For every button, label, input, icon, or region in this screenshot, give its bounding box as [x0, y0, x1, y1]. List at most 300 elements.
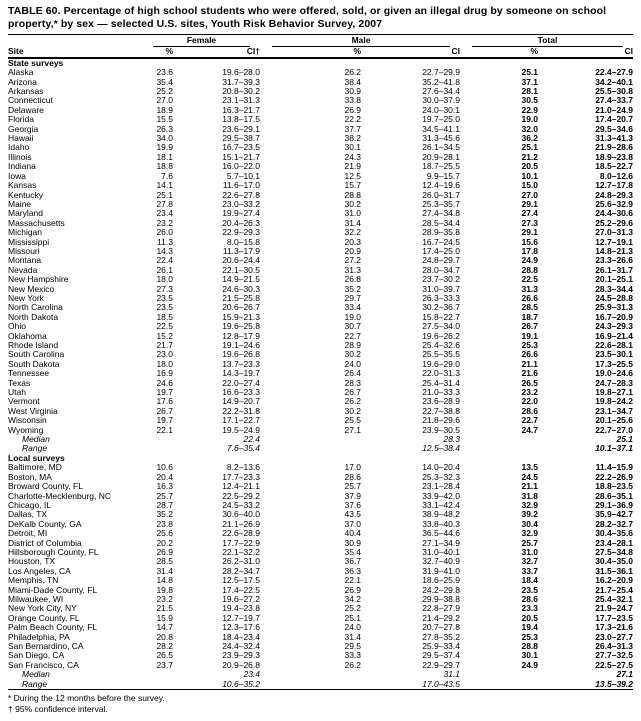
value-cell: 28.8 — [344, 189, 362, 200]
value-cell: 31.3–41.3 — [595, 133, 634, 144]
median-value: 22.4 — [243, 434, 261, 445]
value-cell: 18.5 — [156, 311, 173, 322]
site-cell: Mississippi — [8, 236, 50, 247]
site-cell: Wyoming — [8, 424, 44, 435]
value-cell: 31.0 — [521, 546, 539, 557]
value-cell: 21.2 — [521, 151, 539, 162]
section-label: Local surveys — [8, 452, 65, 463]
range-label: Range — [22, 443, 48, 454]
value-cell: 43.5 — [344, 509, 362, 520]
value-cell: 11.4–15.9 — [595, 462, 634, 473]
value-cell: 14.8–21.3 — [595, 245, 634, 256]
site-cell: Rhode Island — [8, 340, 59, 350]
value-cell: 15.0 — [521, 180, 539, 191]
column-header-row — [8, 47, 633, 57]
value-cell: 20.9–28.1 — [422, 151, 461, 162]
value-cell: 22.2–31.8 — [222, 405, 261, 416]
value-cell: 22.2 — [344, 114, 362, 125]
value-cell: 28.9 — [344, 340, 362, 350]
value-cell: 22.7–27.0 — [595, 424, 634, 435]
value-cell: 38.2 — [344, 133, 362, 144]
median-value: 27.1 — [616, 669, 634, 680]
column-header-male-ci: CI — [361, 47, 460, 57]
site-cell: Memphis, TN — [8, 575, 59, 586]
value-cell: 16.2–20.9 — [595, 575, 634, 586]
site-cell: Los Angeles, CA — [8, 565, 71, 576]
value-cell: 19.7 — [156, 387, 173, 398]
value-cell: 27.0 — [521, 189, 539, 200]
value-cell: 20.8–30.2 — [222, 86, 261, 97]
site-cell: Nevada — [8, 264, 38, 275]
table-row — [8, 247, 633, 256]
value-cell: 21.7–25.4 — [595, 584, 634, 595]
value-cell: 16.7–20.9 — [595, 311, 634, 322]
value-cell: 31.5–36.1 — [595, 565, 634, 576]
value-cell: 35.4 — [156, 76, 173, 87]
site-cell: Michigan — [8, 227, 43, 238]
table-row — [8, 473, 633, 482]
value-cell: 27.6–34.4 — [422, 86, 461, 97]
value-cell: 18.0 — [156, 274, 173, 285]
table-row — [8, 407, 633, 416]
value-cell: 27.4–33.7 — [595, 95, 634, 106]
value-cell: 25.7 — [156, 490, 173, 501]
table-row — [8, 294, 633, 303]
value-cell: 28.7 — [156, 499, 173, 510]
value-cell: 12.8–17.9 — [222, 330, 261, 341]
value-cell: 25.6–32.9 — [595, 198, 634, 209]
site-cell: San Francisco, CA — [8, 659, 79, 670]
value-cell: 19.1 — [521, 330, 539, 341]
table-row — [8, 275, 633, 284]
value-cell: 23.1–31.3 — [222, 95, 261, 106]
table-row — [8, 557, 633, 566]
value-cell: 25.5–35.5 — [422, 349, 461, 360]
table-row — [8, 623, 633, 632]
value-cell: 27.2 — [344, 255, 362, 266]
value-cell: 16.7–24.5 — [422, 236, 461, 247]
table-row — [8, 68, 633, 77]
value-cell: 17.1–22.7 — [222, 415, 261, 426]
table-body — [8, 58, 633, 690]
value-cell: 25.5–30.8 — [595, 86, 634, 97]
value-cell: 31.3–45.6 — [422, 133, 461, 144]
site-cell: Alaska — [8, 67, 34, 78]
value-cell: 23.6 — [156, 67, 173, 78]
value-cell: 36.5–44.6 — [422, 528, 461, 539]
value-cell: 23.5 — [156, 292, 173, 303]
value-cell: 10.1 — [521, 170, 539, 181]
site-cell: Kansas — [8, 180, 37, 191]
value-cell: 17.3–25.5 — [595, 358, 634, 369]
value-cell: 15.7 — [344, 180, 362, 191]
table-row — [8, 492, 633, 501]
table-row — [8, 303, 633, 312]
value-cell: 36.7 — [344, 556, 362, 567]
value-cell: 27.8–35.2 — [422, 631, 461, 642]
value-cell: 33.9–42.0 — [422, 490, 461, 501]
value-cell: 23.9–30.5 — [422, 424, 461, 435]
value-cell: 17.4–25.0 — [422, 245, 461, 256]
footnotes — [8, 693, 633, 714]
value-cell: 24.4–32.4 — [222, 641, 261, 651]
value-cell: 29.9–38.8 — [422, 593, 461, 604]
value-cell: 33.8 — [344, 95, 362, 106]
value-cell: 22.6–27.8 — [222, 189, 261, 200]
site-cell: Florida — [8, 114, 34, 125]
value-cell: 24.2–29.8 — [422, 584, 461, 595]
table-row — [8, 172, 633, 181]
value-cell: 8.2–13.6 — [226, 462, 261, 473]
value-cell: 34.5–41.1 — [422, 123, 461, 134]
value-cell: 19.9–27.4 — [222, 208, 261, 219]
value-cell: 23.8 — [156, 518, 173, 529]
value-cell: 30.2 — [344, 198, 362, 209]
site-cell: District of Columbia — [8, 537, 82, 548]
value-cell: 31.7–39.3 — [222, 76, 261, 87]
value-cell: 40.4 — [344, 528, 362, 539]
value-cell: 30.0–37.9 — [422, 95, 461, 106]
value-cell: 9.9–15.7 — [426, 170, 461, 181]
value-cell: 31.3 — [344, 264, 362, 275]
value-cell: 21.7 — [156, 340, 173, 350]
column-header-female-pct: % — [141, 47, 173, 57]
table-row — [8, 191, 633, 200]
value-cell: 18.7–25.5 — [422, 161, 461, 172]
value-cell: 18.7 — [521, 311, 539, 322]
value-cell: 28.0–34.7 — [422, 264, 461, 275]
value-cell: 26.3–33.3 — [422, 292, 461, 303]
value-cell: 37.7 — [344, 123, 362, 134]
value-cell: 34.0 — [156, 133, 173, 144]
value-cell: 26.7 — [156, 405, 173, 416]
value-cell: 26.2 — [344, 396, 362, 407]
value-cell: 25.2–29.6 — [595, 217, 634, 228]
site-cell: Miami-Dade County, FL — [8, 584, 98, 595]
range-row — [8, 444, 633, 453]
value-cell: 26.9 — [344, 104, 362, 115]
value-cell: 16.6–23.3 — [222, 387, 261, 398]
value-cell: 21.5 — [156, 603, 173, 614]
value-cell: 31.4 — [344, 631, 362, 642]
value-cell: 36.3 — [344, 565, 362, 576]
table-row — [8, 322, 633, 331]
value-cell: 20.8 — [156, 631, 173, 642]
median-value: 25.1 — [616, 434, 634, 445]
value-cell: 22.1 — [156, 424, 173, 435]
value-cell: 35.2–41.8 — [422, 76, 461, 87]
value-cell: 33.1–42.4 — [422, 499, 461, 510]
value-cell: 15.1–21.7 — [222, 151, 261, 162]
median-label: Median — [22, 669, 50, 680]
value-cell: 24.8–29.7 — [422, 255, 461, 266]
value-cell: 26.1–34.5 — [422, 142, 461, 153]
value-cell: 28.6 — [344, 471, 362, 482]
value-cell: 22.0–31.3 — [422, 368, 461, 379]
value-cell: 26.1 — [156, 264, 173, 275]
value-cell: 24.6 — [156, 377, 173, 388]
value-cell: 37.6 — [344, 499, 362, 510]
value-cell: 30.2 — [344, 405, 362, 416]
value-cell: 26.5 — [156, 650, 173, 661]
table-row — [8, 426, 633, 435]
site-cell: Dallas, TX — [8, 509, 48, 520]
value-cell: 30.4–35.0 — [595, 556, 634, 567]
value-cell: 12.4–19.6 — [422, 180, 461, 191]
table-title: TABLE 60. Percentage of high school students who were offered, sold, or given an illegal drug by someone on school property,* by sex — selected U.S. sites, Youth Risk Behavior Survey, 2007 — [8, 5, 633, 35]
group-header-spacer — [8, 36, 141, 47]
value-cell: 19.6–28.0 — [222, 67, 261, 78]
value-cell: 23.1–28.4 — [422, 481, 461, 492]
value-cell: 18.0 — [156, 358, 173, 369]
value-cell: 20.9–26.8 — [222, 659, 261, 670]
value-cell: 22.7 — [521, 415, 539, 426]
table-row — [8, 369, 633, 378]
table-row — [8, 416, 633, 425]
value-cell: 8.0–15.8 — [226, 236, 261, 247]
value-cell: 19.6–27.2 — [222, 593, 261, 604]
value-cell: 30.2–36.7 — [422, 302, 461, 313]
table-row — [8, 360, 633, 369]
value-cell: 25.7 — [344, 481, 362, 492]
site-cell: San Diego, CA — [8, 650, 65, 661]
site-cell: Ohio — [8, 321, 26, 332]
value-cell: 20.3 — [344, 236, 362, 247]
table-row — [8, 143, 633, 152]
value-cell: 19.5–24.9 — [222, 424, 261, 435]
table-row — [8, 313, 633, 322]
table-row — [8, 604, 633, 613]
value-cell: 26.5 — [521, 377, 539, 388]
value-cell: 29.5–37.4 — [422, 650, 461, 661]
table-row — [8, 209, 633, 218]
table-row — [8, 576, 633, 585]
site-cell: Milwaukee, WI — [8, 593, 64, 604]
value-cell: 25.5 — [344, 415, 362, 426]
value-cell: 35.2 — [156, 509, 173, 520]
table-row — [8, 595, 633, 604]
footnote-asterisk: * During the 12 months before the survey. — [8, 693, 165, 704]
value-cell: 24.0 — [344, 358, 362, 369]
range-label: Range — [22, 678, 48, 689]
section-row — [8, 58, 633, 68]
value-cell: 19.6–25.8 — [222, 321, 261, 332]
value-cell: 27.4 — [521, 208, 539, 219]
value-cell: 33.4 — [344, 302, 362, 313]
site-cell: Georgia — [8, 123, 39, 134]
value-cell: 22.7–38.8 — [422, 405, 461, 416]
value-cell: 26.3 — [156, 123, 173, 134]
table-row — [8, 238, 633, 247]
value-cell: 24.5 — [521, 471, 539, 482]
value-cell: 24.9 — [521, 659, 539, 670]
value-cell: 22.0 — [521, 396, 539, 407]
value-cell: 21.9–24.7 — [595, 603, 634, 614]
value-cell: 18.9–23.8 — [595, 151, 634, 162]
value-cell: 24.8–29.3 — [595, 189, 634, 200]
value-cell: 16.3–21.7 — [222, 104, 261, 115]
site-cell: Boston, MA — [8, 471, 52, 482]
table-row — [8, 228, 633, 237]
value-cell: 31.0 — [344, 208, 362, 219]
value-cell: 20.5 — [521, 612, 539, 623]
value-cell: 16.0–22.0 — [222, 161, 261, 172]
value-cell: 26.7 — [344, 387, 362, 398]
value-cell: 17.3–21.6 — [595, 622, 634, 633]
site-cell: Tennessee — [8, 368, 50, 379]
value-cell: 34.2–40.1 — [595, 76, 634, 87]
value-cell: 25.9–33.4 — [422, 641, 461, 651]
value-cell: 17.4–22.5 — [222, 584, 261, 595]
value-cell: 12.5–17.5 — [222, 575, 261, 586]
value-cell: 31.0–39.7 — [422, 283, 461, 294]
value-cell: 23.2 — [156, 593, 173, 604]
value-cell: 11.3 — [157, 236, 173, 247]
site-cell: Delaware — [8, 104, 44, 115]
value-cell: 20.6–26.7 — [222, 302, 261, 313]
value-cell: 26.4–31.3 — [595, 641, 634, 651]
column-header-male-pct: % — [260, 47, 361, 57]
value-cell: 19.4 — [521, 622, 539, 633]
group-header-female — [141, 36, 260, 47]
value-cell: 21.5–25.8 — [222, 292, 261, 303]
value-cell: 38.4 — [344, 76, 362, 87]
site-cell: Palm Beach County, FL — [8, 622, 98, 633]
value-cell: 23.5–30.1 — [595, 349, 634, 360]
site-cell: South Carolina — [8, 349, 65, 360]
value-cell: 23.5 — [521, 584, 539, 595]
value-cell: 14.7 — [156, 622, 173, 633]
value-cell: 25.2 — [344, 603, 362, 614]
value-cell: 7.6 — [161, 170, 173, 181]
site-cell: Orange County, FL — [8, 612, 80, 623]
value-cell: 26.0–31.7 — [422, 189, 461, 200]
table-row — [8, 539, 633, 548]
value-cell: 27.1 — [344, 424, 362, 435]
table-row — [8, 153, 633, 162]
value-cell: 27.5–34.0 — [422, 321, 461, 332]
value-cell: 20.4 — [156, 471, 173, 482]
value-cell: 25.4–32.1 — [595, 593, 634, 604]
value-cell: 29.1 — [521, 198, 539, 209]
median-value: 31.1 — [443, 669, 461, 680]
value-cell: 22.4 — [156, 255, 173, 266]
value-cell: 10.6 — [156, 462, 173, 473]
value-cell: 30.1 — [344, 142, 362, 153]
value-cell: 32.9 — [521, 499, 539, 510]
table-row — [8, 397, 633, 406]
value-cell: 28.9–35.8 — [422, 227, 461, 238]
value-cell: 22.5 — [521, 274, 539, 285]
value-cell: 19.8 — [156, 584, 173, 595]
value-cell: 33.8–40.3 — [422, 518, 461, 529]
value-cell: 23.4 — [156, 208, 173, 219]
value-cell: 24.7–28.3 — [595, 377, 634, 388]
value-cell: 27.5–34.8 — [595, 546, 634, 557]
value-cell: 25.2 — [156, 86, 173, 97]
value-cell: 23.0–33.2 — [222, 198, 261, 209]
group-label-male: Male — [272, 36, 450, 47]
value-cell: 39.2 — [521, 509, 539, 520]
value-cell: 13.7–23.3 — [222, 358, 261, 369]
value-cell: 25.3 — [521, 631, 539, 642]
value-cell: 19.8–24.2 — [595, 396, 634, 407]
value-cell: 17.7–23.3 — [222, 471, 261, 482]
value-cell: 26.6 — [521, 292, 539, 303]
column-header-total-pct: % — [460, 47, 538, 57]
value-cell: 26.6 — [521, 349, 539, 360]
site-cell: Arizona — [8, 76, 37, 87]
value-cell: 31.0–40.1 — [422, 546, 461, 557]
value-cell: 23.7 — [156, 659, 173, 670]
value-cell: 23.2 — [521, 387, 539, 398]
table-row — [8, 614, 633, 623]
value-cell: 33.7 — [521, 565, 539, 576]
site-cell: Connecticut — [8, 95, 53, 106]
value-cell: 13.5 — [521, 462, 539, 473]
value-cell: 18.9 — [156, 104, 173, 115]
value-cell: 23.1–34.7 — [595, 405, 634, 416]
value-cell: 38.9–48.2 — [422, 509, 461, 520]
value-cell: 37.1 — [521, 76, 539, 87]
value-cell: 12.4–21.1 — [222, 481, 261, 492]
site-cell: Montana — [8, 255, 42, 266]
value-cell: 22.5 — [156, 321, 173, 332]
value-cell: 22.6–28.1 — [595, 340, 634, 350]
value-cell: 19.8–27.1 — [595, 387, 634, 398]
value-cell: 20.7–27.8 — [422, 622, 461, 633]
table-row — [8, 548, 633, 557]
table-row — [8, 501, 633, 510]
value-cell: 27.1–34.9 — [422, 537, 461, 548]
value-cell: 18.4–23.4 — [222, 631, 261, 642]
value-cell: 35.4 — [344, 546, 362, 557]
range-row — [8, 680, 633, 690]
value-cell: 30.1 — [521, 650, 539, 661]
value-cell: 16.3 — [156, 481, 173, 492]
value-cell: 26.9 — [156, 546, 173, 557]
median-value: 23.4 — [243, 669, 261, 680]
value-cell: 17.4–20.7 — [595, 114, 634, 125]
site-cell: New Hampshire — [8, 274, 69, 285]
range-value: 10.1–37.1 — [595, 443, 634, 454]
value-cell: 14.8 — [156, 575, 173, 586]
value-cell: 32.2 — [344, 227, 362, 238]
site-cell: North Dakota — [8, 311, 59, 322]
value-cell: 17.0 — [344, 462, 362, 473]
value-cell: 30.9 — [344, 537, 362, 548]
column-header-site: Site — [8, 47, 141, 57]
value-cell: 37.9 — [344, 490, 362, 501]
value-cell: 32.0 — [521, 123, 539, 134]
table-row — [8, 350, 633, 359]
value-cell: 28.3–34.4 — [595, 283, 634, 294]
table-row — [8, 341, 633, 350]
value-cell: 25.1 — [521, 67, 539, 78]
value-cell: 26.2 — [344, 67, 362, 78]
value-cell: 17.7–22.9 — [222, 537, 261, 548]
value-cell: 25.7 — [521, 537, 539, 548]
value-cell: 19.7 — [156, 415, 173, 426]
range-value: 13.5–39.2 — [595, 678, 634, 689]
value-cell: 28.6 — [521, 405, 539, 416]
site-cell: DeKalb County, GA — [8, 518, 82, 529]
table-row — [8, 586, 633, 595]
value-cell: 23.0 — [156, 349, 173, 360]
value-cell: 16.9–21.4 — [595, 330, 634, 341]
site-cell: Charlotte-Mecklenburg, NC — [8, 490, 111, 501]
value-cell: 27.0–31.3 — [595, 227, 634, 238]
